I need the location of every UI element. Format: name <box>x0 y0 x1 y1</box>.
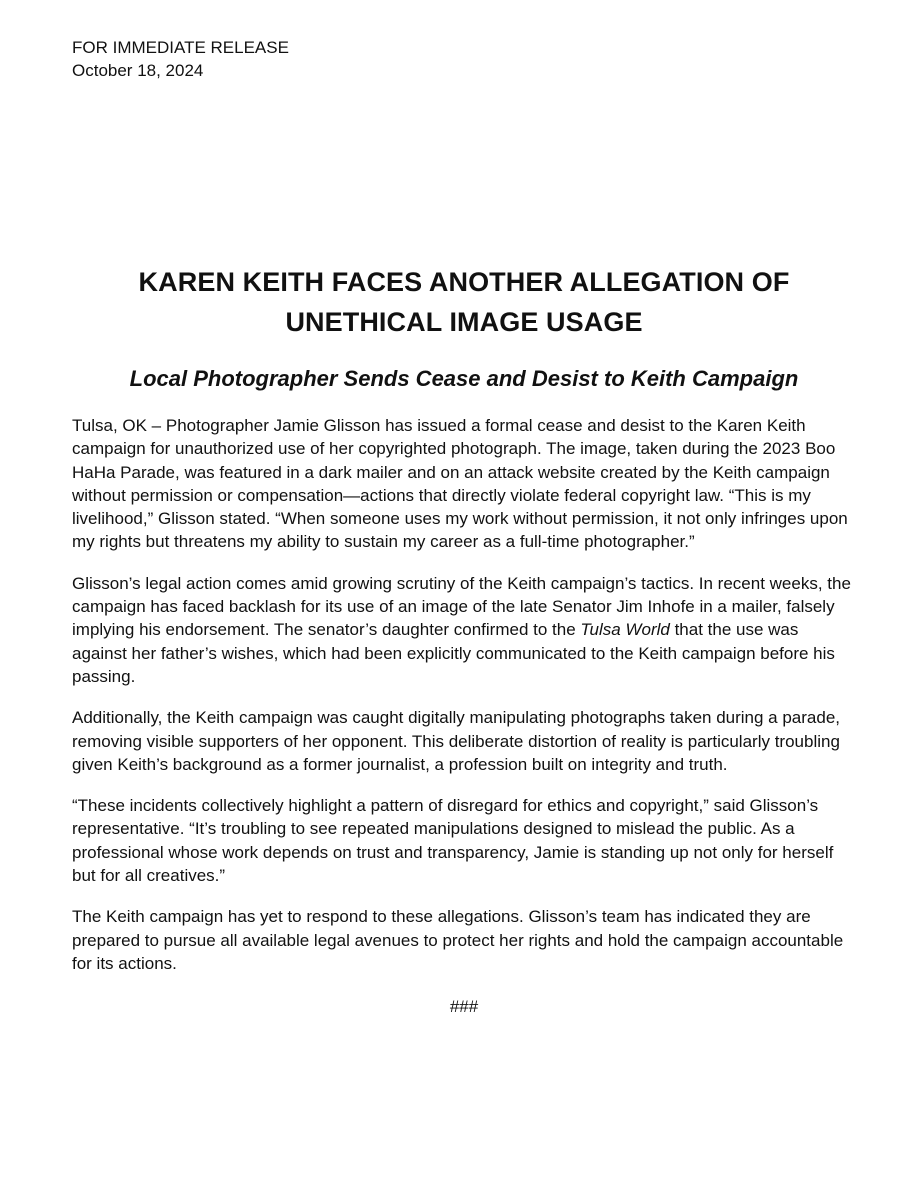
publication-name: Tulsa World <box>580 620 670 640</box>
paragraph-text: “These incidents collectively highlight a pattern of disregard for ethics and copyright,” said Glisson’s representative. “It’s troubling to see repeated manipulations designed to mislead the public. As a professional whose work depends on trust and transparency, Jamie is standing up not only for herself but for all creatives.” <box>72 796 834 886</box>
end-mark: ### <box>449 997 479 1017</box>
paragraph-text: The Keith campaign has yet to respond to these allegations. Glisson’s team has indicated they are prepared to pursue all available legal avenues to protect her rights and hold the campaign accountable for its actions. <box>72 907 844 973</box>
body-paragraph-2 <box>72 572 856 688</box>
paragraph-text: Tulsa, OK – Photographer Jamie Glisson has issued a formal cease and desist to the Karen Keith campaign for unauthorized use of her copyrighted photograph. The image, taken during the 2023 Boo HaHa Parade, was featured in a dark mailer and on an attack website created by the Keith campaign without permission or compensation—actions that directly violate federal copyright law. “This is my livelihood,” Glisson stated. “When someone uses my work without permission, it not only infringes upon my rights but threatens my ability to sustain my career as a full-time photographer.” <box>72 416 848 552</box>
subheadline: Local Photographer Sends Cease and Desist to Keith Campaign <box>129 366 799 391</box>
paragraph-text-part: Glisson’s legal action comes amid growing scrutiny of the Keith campaign’s tactics. In recent weeks, the campaign has faced backlash for its use of an image of the late Senator Jim Inhofe in a mailer, falsely implying his endorsement. The senator’s daughter confirmed to the <box>72 573 851 640</box>
body-paragraph-3 <box>72 706 856 776</box>
paragraph-text: Additionally, the Keith campaign was caught digitally manipulating photographs taken during a parade, removing visible supporters of her opponent. This deliberate distortion of reality is particularly troubling given Keith’s background as a former journalist, a profession built on integrity and truth. <box>72 708 841 774</box>
headline-line-1: KAREN KEITH FACES ANOTHER ALLEGATION OF <box>138 267 790 297</box>
body-paragraph-5 <box>72 905 856 975</box>
body-paragraph-1 <box>72 414 856 554</box>
headline <box>72 262 856 342</box>
headline-line-2: UNETHICAL IMAGE USAGE <box>285 307 643 337</box>
press-release-page <box>72 36 856 1018</box>
release-label: FOR IMMEDIATE RELEASE <box>72 38 289 57</box>
body-paragraph-4 <box>72 794 856 887</box>
release-date: October 18, 2024 <box>72 61 204 80</box>
paragraph-text-part: that the use was against her father’s wishes, which had been explicitly communicated to the Keith campaign before his passing. <box>72 620 835 686</box>
paragraph-text <box>72 572 856 688</box>
